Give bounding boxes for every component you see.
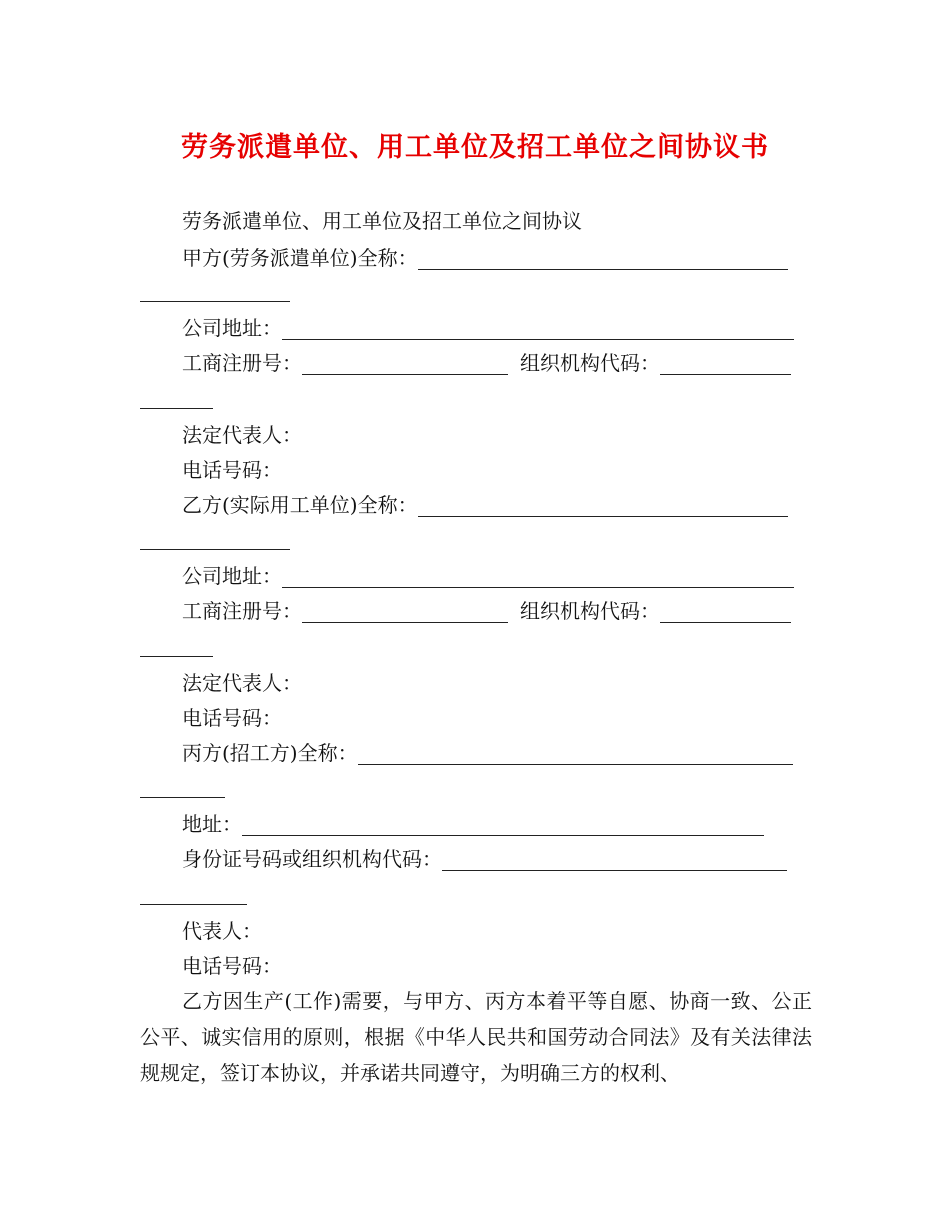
party-b-legal-rep-row	[182, 665, 302, 701]
party-a-address-row	[182, 310, 794, 346]
party-c-phone-label: 电话号码：	[182, 954, 282, 978]
party-a-address-blank[interactable]	[282, 313, 794, 340]
party-c-id-row	[182, 841, 787, 877]
party-a-org-code-blank-continued[interactable]	[140, 407, 213, 409]
subtitle-text: 劳务派遣单位、用工单位及招工单位之间协议	[182, 209, 582, 233]
party-b-org-code-label: 组织机构代码：	[520, 599, 660, 623]
party-a-name-row	[182, 240, 788, 276]
party-a-legal-rep-row	[182, 417, 302, 453]
party-a-address-label: 公司地址：	[182, 316, 282, 340]
party-b-name-label: 乙方(实际用工单位)全称：	[182, 493, 418, 517]
party-b-registration-row	[182, 593, 791, 629]
party-b-address-label: 公司地址：	[182, 564, 282, 588]
party-c-name-blank[interactable]	[358, 738, 793, 765]
party-c-id-blank-continued[interactable]	[140, 903, 247, 905]
party-a-org-code-label: 组织机构代码：	[520, 351, 660, 375]
party-a-registration-row	[182, 345, 791, 381]
party-b-registration-blank[interactable]	[302, 596, 508, 623]
party-b-phone-row	[182, 700, 282, 736]
party-c-rep-row	[182, 913, 262, 949]
party-b-org-code-blank-continued[interactable]	[140, 655, 213, 657]
party-b-registration-label: 工商注册号：	[182, 599, 302, 623]
party-b-legal-rep-label: 法定代表人：	[182, 671, 302, 695]
party-c-address-label: 地址：	[182, 812, 242, 836]
party-c-address-row	[182, 806, 764, 842]
party-b-name-row	[182, 487, 788, 523]
party-b-org-code-blank[interactable]	[660, 596, 791, 623]
party-b-phone-label: 电话号码：	[182, 706, 282, 730]
party-b-address-row	[182, 558, 794, 594]
party-a-name-blank-continued[interactable]	[140, 300, 290, 302]
document-title: 劳务派遣单位、用工单位及招工单位之间协议书	[181, 132, 769, 163]
party-b-address-blank[interactable]	[282, 561, 794, 588]
party-c-rep-label: 代表人：	[182, 919, 262, 943]
party-a-name-label: 甲方(劳务派遣单位)全称：	[182, 246, 418, 270]
party-b-name-blank[interactable]	[418, 490, 788, 517]
body-paragraph: 乙方因生产(工作)需要，与甲方、丙方本着平等自愿、协商一致、公正公平、诚实信用的原则，根据《中华人民共和国劳动合同法》及有关法律法规规定，签订本协议，并承诺共同遵守，为明确三方的权利、	[140, 989, 812, 1085]
party-a-name-blank[interactable]	[418, 243, 788, 270]
party-a-legal-rep-label: 法定代表人：	[182, 423, 302, 447]
party-c-phone-row	[182, 948, 282, 984]
party-a-org-code-blank[interactable]	[660, 348, 791, 375]
party-a-phone-row	[182, 452, 282, 488]
party-b-name-blank-continued[interactable]	[140, 548, 290, 550]
party-c-name-blank-continued[interactable]	[140, 796, 225, 798]
party-c-address-blank[interactable]	[242, 809, 764, 836]
party-a-phone-label: 电话号码：	[182, 458, 282, 482]
party-c-id-blank[interactable]	[442, 844, 787, 871]
party-c-name-label: 丙方(招工方)全称：	[182, 741, 358, 765]
party-a-registration-blank[interactable]	[302, 348, 508, 375]
party-c-id-label: 身份证号码或组织机构代码：	[182, 847, 442, 871]
party-a-registration-label: 工商注册号：	[182, 351, 302, 375]
party-c-name-row	[182, 735, 793, 771]
document-subtitle	[182, 203, 582, 239]
